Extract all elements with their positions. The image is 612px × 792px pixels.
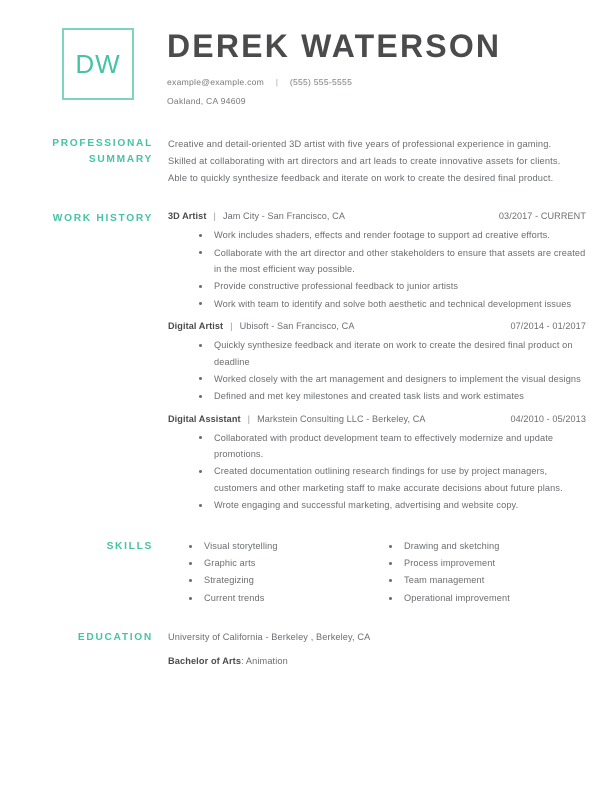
job-bullet: Wrote engaging and successful marketing, advertising and website copy. (199, 497, 586, 513)
contact-separator: | (275, 76, 279, 87)
work-entry (168, 211, 586, 312)
skill-item: Strategizing (189, 573, 368, 588)
section-body-education (153, 630, 586, 669)
skill-item: Graphic arts (189, 556, 368, 571)
work-entry-header (168, 211, 586, 221)
job-title: Digital Assistant (168, 413, 241, 424)
job-bullet: Defined and met key milestones and created task lists and work estimates (199, 388, 586, 404)
section-work-history (0, 211, 612, 514)
monogram-box (62, 28, 134, 100)
job-company: Jam City - San Francisco, CA (222, 211, 345, 222)
work-entry (168, 414, 586, 514)
monogram-initials: DW (75, 48, 121, 79)
section-body-skills (153, 539, 586, 608)
job-dates: 07/2014 - 01/2017 (510, 321, 586, 332)
education-degree-field: Animation (245, 655, 288, 666)
job-bullet: Quickly synthesize feedback and iterate on work to create the desired final product on deadline (199, 337, 586, 370)
location-text: Oakland, CA 94609 (167, 95, 246, 106)
skill-item: Operational improvement (389, 591, 568, 606)
job-bullet: Collaborated with product development team to effectively modernize and update promotions. (199, 430, 586, 463)
job-title: 3D Artist (168, 211, 207, 222)
job-separator: | (247, 413, 251, 424)
job-bullet: Created documentation outlining research findings for use by project managers, customers and other marketing staff to make accurate decisions about future plans. (199, 463, 586, 496)
job-dates: 03/2017 - CURRENT (498, 211, 586, 222)
education-degree (168, 654, 586, 670)
section-body-work-history (153, 211, 586, 514)
page-title: DEREK WATERSON (167, 28, 502, 64)
section-professional-summary (0, 136, 612, 188)
job-title: Digital Artist (168, 321, 224, 332)
skills-column-2 (368, 539, 568, 608)
job-bullet-list (168, 337, 586, 405)
phone-text: (555) 555-5555 (289, 76, 353, 87)
work-entry (168, 321, 586, 405)
section-body-professional-summary (153, 136, 586, 188)
education-school: University of California - Berkeley , Berkeley, CA (168, 632, 371, 643)
education-degree-label: Bachelor of Arts (168, 655, 242, 666)
skill-item: Visual storytelling (189, 539, 368, 554)
job-separator: | (213, 211, 216, 222)
education-degree-separator: : (241, 655, 246, 666)
job-bullet: Worked closely with the art management and designers to implement the visual designs (199, 371, 586, 387)
work-entry-header (168, 321, 586, 331)
skill-item: Process improvement (389, 556, 568, 571)
section-label-work-history: WORK HISTORY (52, 213, 153, 225)
section-label-line-1: PROFESSIONAL (52, 137, 153, 149)
contact-line-primary (167, 77, 586, 87)
skills-column-1 (168, 539, 368, 608)
job-dates: 04/2010 - 05/2013 (510, 413, 586, 424)
contact-line-location (167, 96, 586, 106)
skill-list (168, 539, 368, 606)
job-company: Ubisoft - San Francisco, CA (239, 321, 355, 332)
section-skills (0, 539, 612, 608)
job-bullet-list (168, 227, 586, 312)
section-label-skills: SKILLS (106, 540, 153, 552)
email-text: example@example.com (167, 76, 265, 87)
skill-item: Team management (389, 573, 568, 588)
skills-columns (168, 539, 586, 608)
job-separator: | (230, 321, 233, 332)
section-label-line-2: SUMMARY (88, 153, 153, 165)
header-details (134, 26, 586, 106)
job-bullet: Collaborate with the art director and other stakeholders to ensure that assets are created in the most efficient way possible. (199, 245, 586, 278)
summary-paragraph: Creative and detail-oriented 3D artist with five years of professional experience in gaming. Skilled at collaborating with art directors and art leads to create innovative assets for clients. Able to quickly synthesize feedback and iterate on work to create the desired final product. (168, 138, 561, 184)
resume-header (0, 0, 612, 106)
skill-list (368, 539, 568, 606)
job-bullet: Provide constructive professional feedback to junior artists (199, 278, 586, 294)
skill-item: Drawing and sketching (389, 539, 568, 554)
section-label-professional-summary (26, 136, 153, 168)
section-education (0, 630, 612, 669)
work-entry-header (168, 414, 586, 424)
job-bullet: Work includes shaders, effects and render footage to support ad creative efforts. (199, 227, 586, 243)
job-bullet: Work with team to identify and solve both aesthetic and technical development issues (199, 296, 586, 312)
job-company: Markstein Consulting LLC - Berkeley, CA (257, 413, 426, 424)
job-bullet-list (168, 430, 586, 514)
section-label-education: EDUCATION (77, 632, 153, 644)
skill-item: Current trends (189, 591, 368, 606)
